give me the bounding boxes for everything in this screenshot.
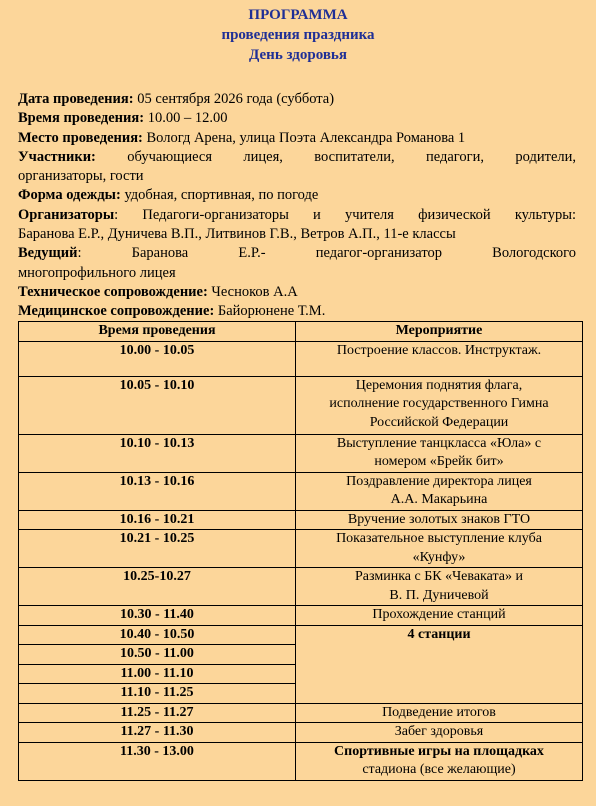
- table-row: [19, 742, 583, 780]
- row-time: 10.16 - 10.21: [19, 510, 296, 530]
- event-line: Выступление танцкласса «Юла» с: [336, 435, 542, 451]
- row-time: 10.10 - 10.13: [19, 434, 296, 472]
- row-time: 10.25-10.27: [19, 568, 296, 606]
- table-row: [19, 341, 583, 376]
- medical-value: Байорюнене Т.М.: [214, 303, 326, 320]
- row-event: [296, 723, 583, 743]
- organizers-line: [18, 206, 576, 225]
- table-row: [19, 723, 583, 743]
- row-time: 11.25 - 11.27: [19, 703, 296, 723]
- row-event: [296, 742, 583, 780]
- row-event: [296, 568, 583, 606]
- table-row: [19, 510, 583, 530]
- place-line: [18, 129, 576, 148]
- table-row: [19, 703, 583, 723]
- date-label: Дата проведения:: [18, 91, 134, 107]
- event-line: Церемония поднятия флага,: [355, 377, 523, 393]
- event-line: Построение классов. Инструктаж.: [336, 342, 542, 358]
- row-time: 11.27 - 11.30: [19, 723, 296, 743]
- participants-value: обучающиеся лицея, воспитатели, педагоги, родители,: [95, 148, 576, 165]
- event-line: Подведение итогов: [382, 704, 496, 720]
- row-event: [296, 606, 583, 626]
- event-line: Российской Федерации: [369, 414, 509, 430]
- organizers-line-2: Баранова Е.Р., Дуничева В.П., Литвинов Г.В., Ветров А.П., 11-е классы: [18, 226, 456, 243]
- title-line-1: ПРОГРАММА: [248, 7, 348, 23]
- row-time: 10.30 - 11.40: [19, 606, 296, 626]
- table-row: [19, 568, 583, 606]
- row-event: [296, 703, 583, 723]
- event-line: стадиона (все желающие): [362, 762, 516, 777]
- table-row: [19, 625, 583, 645]
- row-time: 10.00 - 10.05: [19, 341, 296, 376]
- header-time: Время проведения: [19, 322, 296, 342]
- header-event: Мероприятие: [296, 322, 583, 342]
- dress-line: [18, 186, 576, 205]
- organizers-value: : Педагоги-организаторы и учителя физической культуры:: [114, 206, 576, 223]
- schedule-table: [18, 321, 583, 781]
- participants-line-2: организаторы, гости: [18, 168, 144, 185]
- row-time: 10.13 - 10.16: [19, 472, 296, 510]
- row-event: [296, 434, 583, 472]
- dress-value: удобная, спортивная, по погоде: [120, 187, 319, 204]
- host-value: : Баранова Е.Р.- педагог-организатор Вологодского: [77, 245, 576, 262]
- medical-line: [18, 302, 576, 321]
- place-label: Место проведения:: [18, 129, 143, 146]
- row-time: 10.21 - 10.25: [19, 530, 296, 568]
- event-line: А.А. Макарьина: [390, 492, 488, 507]
- row-time: 10.05 - 10.10: [19, 376, 296, 434]
- table-row: [19, 376, 583, 434]
- tech-label: Техническое сопровождение:: [18, 283, 208, 300]
- table-header-row: [19, 322, 583, 342]
- title-line-2: проведения праздника: [221, 27, 375, 43]
- host-label: Ведущий: [18, 245, 78, 262]
- host-line: [18, 244, 576, 263]
- tech-value: Чесноков А.А: [207, 283, 298, 300]
- event-info: [18, 90, 576, 322]
- tech-line: [18, 283, 576, 302]
- organizers-label: Организаторы: [18, 206, 115, 223]
- time-value: 10.00 – 12.00: [144, 110, 228, 127]
- event-line: Прохождение станций: [372, 607, 506, 622]
- table-row: [19, 606, 583, 626]
- title-line-3: День здоровья: [249, 47, 347, 63]
- event-line: Забег здоровья: [394, 724, 484, 739]
- event-line: номером «Брейк бит»: [374, 454, 504, 469]
- place-value: Вологд Арена, улица Поэта Александра Романова 1: [142, 129, 466, 146]
- event-line: Спортивные игры на площадках: [334, 743, 544, 759]
- row-event: [296, 530, 583, 568]
- event-line: Поздравление директора лицея: [346, 473, 532, 489]
- dress-label: Форма одежды:: [18, 187, 121, 204]
- medical-label: Медицинское сопровождение:: [18, 303, 215, 320]
- time-label: Время проведения:: [18, 110, 145, 127]
- program-title: [0, 5, 596, 65]
- event-line: Разминка с БК «Чеваката» и: [355, 569, 523, 584]
- row-event: [296, 341, 583, 376]
- table-row: [19, 530, 583, 568]
- row-time: 11.30 - 13.00: [19, 742, 296, 780]
- row-time: 11.10 - 11.25: [19, 684, 296, 704]
- event-line: исполнение государственного Гимна: [329, 396, 549, 411]
- row-event: [296, 472, 583, 510]
- table-row: [19, 434, 583, 472]
- participants-label: Участники:: [18, 148, 96, 165]
- participants-line: [18, 148, 576, 167]
- date-line: [18, 90, 576, 109]
- table-row: [19, 472, 583, 510]
- event-line: «Кунфу»: [412, 549, 466, 565]
- event-line: В. П. Дуничевой: [389, 587, 489, 603]
- row-event: [296, 376, 583, 434]
- host-line-2: многопрофильного лицея: [18, 264, 176, 281]
- time-line: [18, 109, 576, 128]
- event-line: Показательное выступление клуба: [336, 531, 542, 546]
- row-event: [296, 510, 583, 530]
- row-time: 11.00 - 11.10: [19, 664, 296, 684]
- stations-cell: 4 станции: [296, 625, 583, 703]
- row-time: 10.50 - 11.00: [19, 645, 296, 665]
- event-line: Вручение золотых знаков ГТО: [347, 511, 531, 527]
- date-value: 05 сентября 2026 года (суббота): [133, 91, 335, 107]
- row-time: 10.40 - 10.50: [19, 625, 296, 645]
